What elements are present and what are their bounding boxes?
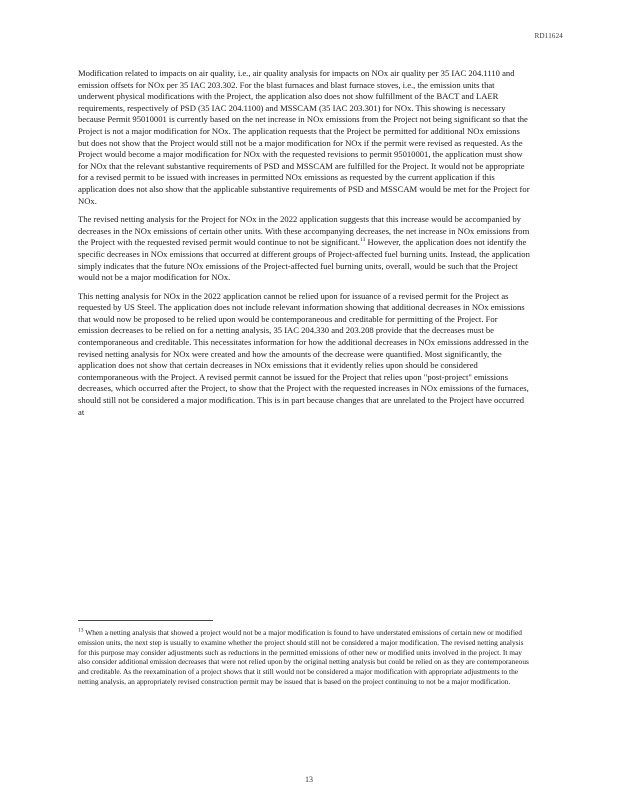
footnote	[78, 628, 530, 687]
page-number: 13	[305, 775, 313, 784]
paragraph-3: This netting analysis for NOx in the 2022 application cannot be relied upon for issuance of a revised permit for the Project as requested by US Steel. The application does not include relevant information showing that additional decreases in NOx emissions that would now be proposed to be relied upon would be contemporaneous and creditable for permitting of the Project. For emission decreases to be relied on for a netting analysis, 35 IAC 204.330 and 203.208 provide that the decreases must be contemporaneous and creditable. This necessitates information for how the additional decreases in NOx emissions addressed in the revised netting analysis for NOx were created and how the amounts of the decrease were quantified. Most significantly, the application does not show that certain decreases in NOx emissions that it evidently relies upon should be considered contemporaneous with the Project. A revised permit cannot be issued for the Project that relies upon "post-project" emissions decreases, which occurred after the Project, to show that the Project with the requested increases in NOx emissions of the furnaces, should still not be considered a major modification. This is in part because changes that are unrelated to the Project have occurred at	[78, 290, 529, 417]
document-id: RD11624	[534, 32, 563, 40]
paragraph-1: Modification related to impacts on air quality, i.e., air quality analysis for impacts on NOx air quality per 35 IAC 204.1110 and emission offsets for NOx per 35 IAC 203.302. For the blast furnaces and blast furnace stoves, i.e., the emission units that underwent physical modifications with the Project, the application also does not show fulfillment of the BACT and LAER requirements, respectively of PSD (35 IAC 204.1100) and MSSCAM (35 IAC 203.301) for NOx. This showing is necessary because Permit 95010001 is currently based on the net increase in NOx emissions from the Project not being significant so that the Project is not a major modification for NOx. The application requests that the Project be permitted for additional NOx emissions but does not show that the Project would still not be a major modification for NOx if the permit were revised as requested. As the Project would become a major modification for NOx with the requested revisions to permit 95010001, the application must show for NOx that the relevant substantive requirements of PSD and MSSCAM are fulfilled for the Project. It would not be appropriate for a revised permit to be issued with increases in permitted NOx emissions as requested by the current application if this application does not also show that the applicable substantive requirements of PSD and MSSCAM would be met for the Project for NOx.	[78, 68, 530, 206]
paragraph-2	[78, 214, 530, 284]
footnote-marker: 13	[78, 627, 84, 634]
footnote-text: When a netting analysis that showed a project would not be a major modification is found to have understated emissions of certain new or modified emission units, the next step is usually to examine whether the project should still not be considered a major modification. The revised netting analysis for this purpose may consider adjustments such as reductions in the permitted emissions of other new or modified units involved in the project. It may also consider additional emission decreases that were not relied upon by the original netting analysis but could be relied on as they are contemporaneous and creditable. As the reexamination of a project shows that it still would not be considered a major modification with appropriate adjustments to the netting analysis, an appropriately revised construction permit may be issued that is based on the project continuing to not be a major modification.	[78, 628, 529, 686]
footnote-divider	[78, 620, 213, 621]
paragraph-2-text-rest: However, the application does not identify the specific decreases in NOx emissions that occurred at different groups of Project-affected fuel burning units. Instead, the application simply indicates that the future NOx emissions of the Project-affected fuel burning units, overall, would be such that the Project would not be a major modification for NOx.	[78, 237, 530, 283]
footnote-reference: 13	[359, 237, 366, 244]
paragraph-2-text: The revised netting analysis for the Project for NOx in the 2022 application suggests that this increase would be accompanied by decreases in the NOx emissions of certain other units. With these accompanying decreases, the net increase in NOx emissions from the Project with the requested revised permit would continue to not be significant.	[78, 214, 530, 248]
body-text	[78, 68, 530, 425]
